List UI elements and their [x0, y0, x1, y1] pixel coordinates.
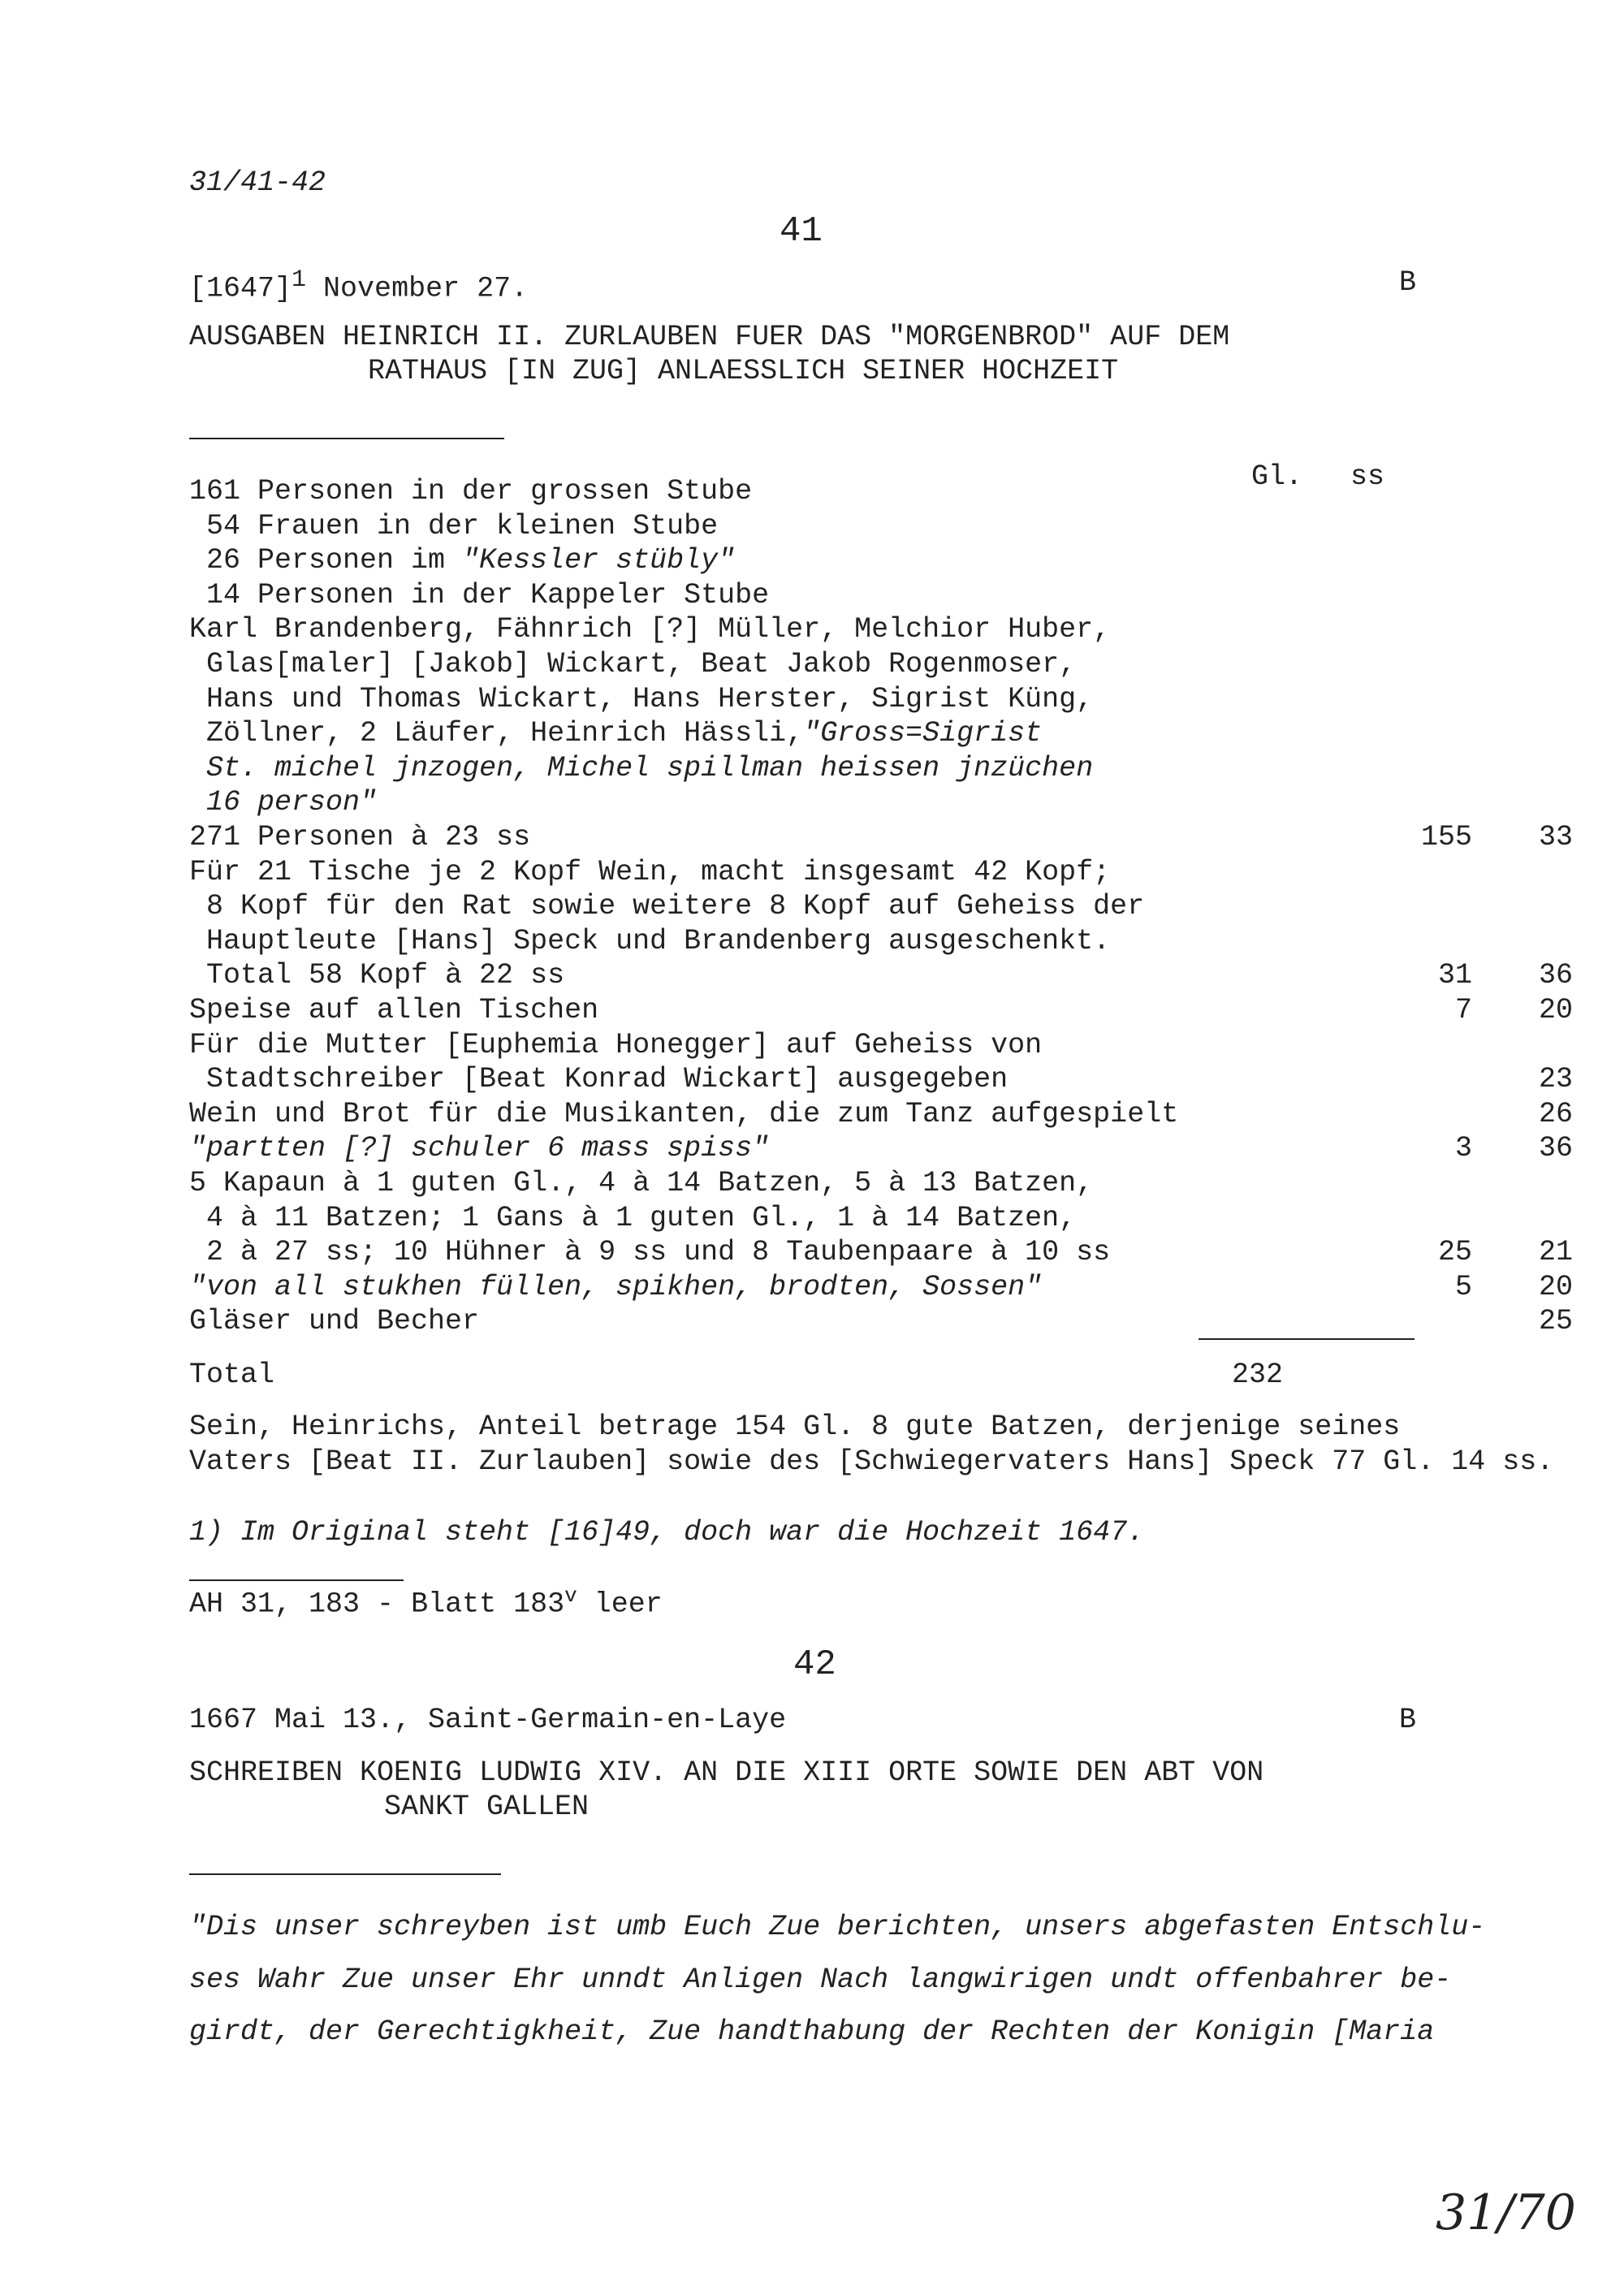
ledger-ss-value: 23	[1538, 1063, 1573, 1095]
ledger-row	[189, 1098, 1573, 1132]
document-41-letter: B	[1399, 266, 1417, 299]
document-42-title-line2: SANKT GALLEN	[384, 1791, 590, 1823]
summary-line2: Vaters [Beat II. Zurlauben] sowie des [Schwiegervaters Hans] Speck 77 Gl. 14 ss.	[189, 1445, 1554, 1478]
page-reference: 31/41-42	[189, 166, 326, 199]
ledger-row	[189, 821, 1573, 855]
ledger-text: Hans und Thomas Wickart, Hans Herster, Sigrist Küng,	[189, 683, 1094, 715]
ledger-row	[189, 1236, 1573, 1270]
ledger-row-text	[189, 510, 718, 542]
ledger-text: 4 à 11 Batzen; 1 Gans à 1 guten Gl., 1 à 14 Batzen,	[189, 1202, 1077, 1234]
ledger-row-text	[189, 683, 1093, 715]
quote-line: "Dis unser schreyben ist umb Euch Zue berichten, unsers abgefasten Entschlu-	[189, 1911, 1486, 1943]
ledger-row	[189, 856, 1423, 890]
ledger-row	[189, 648, 1423, 682]
ledger-quote: "Kessler stübly"	[462, 544, 736, 577]
source-separator	[189, 1579, 404, 1581]
ledger-row-text	[189, 613, 1110, 646]
ledger-row-text	[189, 925, 1110, 957]
document-number-41: 41	[780, 211, 823, 252]
ledger-ss-value: 36	[1538, 959, 1573, 992]
title-separator-42	[189, 1873, 501, 1875]
ledger-text: 26 Personen im	[189, 544, 463, 577]
ledger-row-text	[189, 1236, 1110, 1268]
footnote-marker: 1	[292, 266, 307, 294]
ledger-row-text	[189, 856, 1110, 888]
ledger-row	[189, 1305, 1573, 1339]
ledger-quote: St. michel jnzogen, Michel spillman heissen jnzüchen	[206, 752, 1094, 784]
ledger-gl-value: 25	[1437, 1236, 1472, 1268]
ledger-gl-value: 7	[1454, 994, 1472, 1026]
total-label: Total	[189, 1359, 275, 1391]
ledger-row-text	[189, 579, 769, 611]
ledger-text: 161 Personen in der grossen Stube	[189, 475, 753, 508]
source-end: leer	[577, 1588, 663, 1621]
ledger-quote: "von all stukhen füllen, spikhen, brodten, Sossen"	[189, 1271, 1043, 1303]
ledger-row-text	[189, 821, 530, 853]
ledger-text: Karl Brandenberg, Fähnrich [?] Müller, Melchior Huber,	[189, 613, 1111, 646]
ledger-row-text	[189, 786, 377, 819]
ledger-row-text	[189, 959, 564, 992]
ledger-row	[189, 544, 1423, 578]
ledger-text: Hauptleute [Hans] Speck und Brandenberg ausgeschenkt.	[189, 925, 1111, 957]
ledger-text: Gläser und Becher	[189, 1305, 480, 1337]
ledger-row	[189, 1271, 1573, 1305]
source-dash: -	[360, 1588, 412, 1621]
verso-marker: v	[564, 1584, 577, 1608]
ledger-row	[189, 786, 1423, 820]
ledger-row-text	[189, 1132, 769, 1164]
ledger-text: Wein und Brot für die Musikanten, die zum Tanz aufgespielt	[189, 1098, 1179, 1130]
sum-rule	[1199, 1338, 1415, 1340]
ledger-ss-value: 26	[1538, 1098, 1573, 1130]
ledger-text: Speise auf allen Tischen	[189, 994, 599, 1026]
ledger-ss-value: 25	[1538, 1305, 1573, 1337]
source-reference	[189, 1584, 663, 1621]
ledger-gl-value: 155	[1420, 821, 1472, 853]
document-41-title-line2: RATHAUS [IN ZUG] ANLAESSLICH SEINER HOCHZEIT	[368, 355, 1119, 387]
ledger-row-text	[189, 1167, 1093, 1199]
ledger-text: 14 Personen in der Kappeler Stube	[189, 579, 770, 611]
ledger-row-text	[189, 890, 1144, 922]
ledger-row	[189, 925, 1423, 959]
ledger-text	[189, 786, 206, 819]
ledger-row	[189, 475, 1423, 509]
ledger-row	[189, 1167, 1423, 1201]
ledger-ss-value: 20	[1538, 1271, 1573, 1303]
source-rest: Blatt 183	[411, 1588, 565, 1621]
ledger-row	[189, 752, 1423, 786]
document-42-letter: B	[1399, 1704, 1417, 1736]
footnote: 1) Im Original steht [16]49, doch war die Hochzeit 1647.	[189, 1516, 1145, 1549]
column-header-gl: Gl.	[1251, 460, 1303, 493]
ledger-text: Für 21 Tische je 2 Kopf Wein, macht insgesamt 42 Kopf;	[189, 856, 1111, 888]
ledger-row	[189, 959, 1573, 993]
document-42-date: 1667 Mai 13., Saint-Germain-en-Laye	[189, 1704, 787, 1736]
ledger-row	[189, 1132, 1573, 1166]
ledger-row-text	[189, 1271, 1042, 1303]
ledger-text: Glas[maler] [Jakob] Wickart, Beat Jakob Rogenmoser,	[189, 648, 1077, 681]
ledger-row	[189, 890, 1423, 924]
document-number-42: 42	[793, 1644, 836, 1685]
handwritten-archive-number: 31/70	[1436, 2184, 1576, 2241]
ledger-row	[189, 613, 1423, 647]
summary-line1: Sein, Heinrichs, Anteil betrage 154 Gl. 8 gute Batzen, derjenige seines	[189, 1411, 1401, 1443]
document-41-date	[189, 266, 528, 305]
document-42-title-line1: SCHREIBEN KOENIG LUDWIG XIV. AN DIE XIII ORTE SOWIE DEN ABT VON	[189, 1756, 1264, 1789]
ledger-row-text	[189, 1202, 1076, 1234]
ledger-row	[189, 717, 1423, 751]
ledger-row-text	[189, 752, 1093, 784]
date-year: [1647]	[189, 272, 292, 305]
ledger-ss-value: 33	[1538, 821, 1573, 853]
ledger-row-text	[189, 475, 752, 508]
document-41-title-line1: AUSGABEN HEINRICH II. ZURLAUBEN FUER DAS "MORGENBROD" AUF DEM	[189, 321, 1230, 353]
ledger-text: 271 Personen à 23 ss	[189, 821, 531, 853]
ledger-row	[189, 579, 1423, 613]
ledger-row	[189, 683, 1423, 717]
date-rest: November 27.	[306, 272, 529, 305]
ledger-ss-value: 20	[1538, 994, 1573, 1026]
ledger-text	[189, 752, 206, 784]
ledger-text: 8 Kopf für den Rat sowie weitere 8 Kopf auf Geheiss der	[189, 890, 1145, 922]
title-separator	[189, 438, 504, 439]
ledger-text: 5 Kapaun à 1 guten Gl., 4 à 14 Batzen, 5 à 13 Batzen,	[189, 1167, 1094, 1199]
ledger-gl-value: 3	[1454, 1132, 1472, 1164]
ledger-row	[189, 1202, 1423, 1236]
ledger-ss-value: 21	[1538, 1236, 1573, 1268]
ledger-row-text	[189, 717, 1042, 750]
ledger-row-text	[189, 544, 735, 577]
ledger-row	[189, 1063, 1573, 1097]
ledger-text: Total 58 Kopf à 22 ss	[189, 959, 565, 992]
column-header-ss: ss	[1350, 460, 1385, 493]
quote-line: ses Wahr Zue unser Ehr unndt Anligen Nach langwirigen undt offenbahrer be-	[189, 1964, 1452, 1996]
ledger-gl-value: 5	[1454, 1271, 1472, 1303]
total-value: 232	[1231, 1359, 1283, 1391]
ledger-text: Für die Mutter [Euphemia Honegger] auf Geheiss von	[189, 1029, 1043, 1061]
ledger-row-text	[189, 648, 1076, 681]
ledger-text: 54 Frauen in der kleinen Stube	[189, 510, 719, 542]
ledger-text: Stadtschreiber [Beat Konrad Wickart] ausgegeben	[189, 1063, 1009, 1095]
ledger-row	[189, 994, 1573, 1028]
ledger-gl-value: 31	[1437, 959, 1472, 992]
ledger-row-text	[189, 1098, 1178, 1130]
quote-line: girdt, der Gerechtigkheit, Zue handthabung der Rechten der Konigin [Maria	[189, 2016, 1435, 2048]
ledger-row	[189, 510, 1423, 544]
ledger-quote: "Gross=Sigrist	[803, 717, 1043, 750]
ledger-row	[189, 1029, 1423, 1063]
source-ref: AH 31, 183	[189, 1588, 361, 1621]
ledger-text: Zöllner, 2 Läufer, Heinrich Hässli,	[189, 717, 804, 750]
ledger-row-text	[189, 1305, 479, 1337]
ledger-quote: "partten [?] schuler 6 mass spiss"	[189, 1132, 770, 1164]
ledger-text: 2 à 27 ss; 10 Hühner à 9 ss und 8 Taubenpaare à 10 ss	[189, 1236, 1111, 1268]
ledger-row-text	[189, 1063, 1008, 1095]
ledger-row-text	[189, 1029, 1042, 1061]
ledger-row-text	[189, 994, 598, 1026]
ledger-ss-value: 36	[1538, 1132, 1573, 1164]
ledger-quote: 16 person"	[206, 786, 378, 819]
